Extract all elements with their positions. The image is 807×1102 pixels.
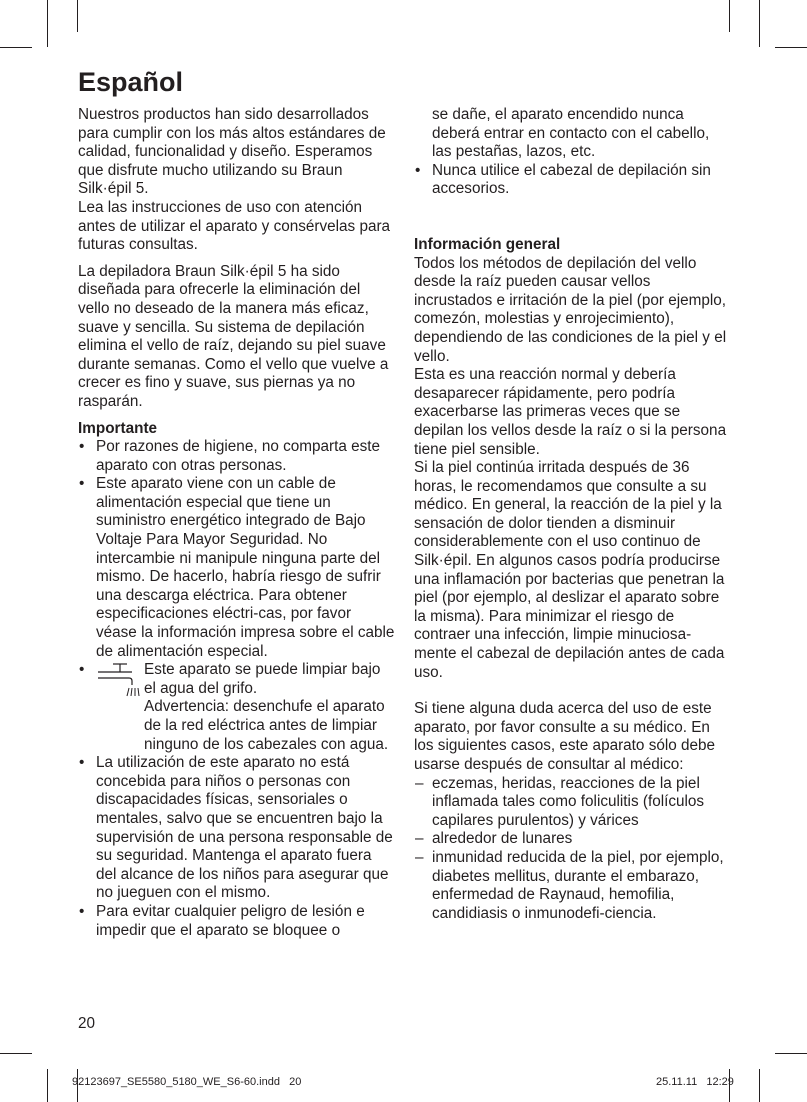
crop-mark — [775, 1053, 807, 1054]
water-tap-icon — [96, 661, 142, 701]
footer-filename: 92123697_SE5580_5180_WE_S6-60.indd 20 — [72, 1076, 302, 1088]
tap-text: Este aparato se puede limpiar bajo el agua del grifo. — [144, 661, 381, 697]
general-paragraph: Si la piel continúa irritada después de 36 horas, le recomendamos que consulte a su médico. En general, la reacción de la piel y la sensación de dolor tienden a disminuir considerablemente con el uso continuo de Silk·épil. En algunos casos podría producirse una inflamación por bacterias que penetran la piel (por ejemplo, al deslizar el aparato sobre la misma). Para minimizar el riesgo de contraer una infección, limpie minuciosa-mente el cabezal de depilación antes de cada uso. — [414, 459, 725, 681]
list-item: • Este aparato viene con un cable de alimentación especial que tiene un suministro energético integrado de Bajo Voltaje Para Mayor Seguridad. No intercambie ni manipule ninguna parte del mismo. De hacerlo, habría riesgo de sufrir una descarga eléctrica. Para obtener especificaciones eléctri-cas, por favor véase la información impresa sobre el cable de alimentación especial. — [78, 475, 396, 661]
list-item: • Para evitar cualquier peligro de lesión e impedir que el aparato se bloquee o — [78, 903, 396, 940]
crop-mark — [77, 0, 78, 32]
crop-mark — [729, 0, 730, 32]
important-list-continued — [414, 162, 732, 199]
conditions-list — [414, 775, 732, 924]
crop-mark — [47, 1069, 48, 1102]
crop-mark — [759, 0, 760, 47]
crop-mark — [775, 47, 807, 48]
page-number: 20 — [78, 1015, 96, 1032]
general-heading: Información general — [414, 235, 561, 253]
tap-warning: Advertencia: desenchufe el aparato de la red eléctrica antes de limpiar ninguno de los cabezales con agua. — [144, 698, 389, 753]
list-item: – inmunidad reducida de la piel, por ejemplo, diabetes mellitus, durante el embarazo, enfermedad de Raynaud, hemofilia, candidiasis o inmunodefi-ciencia. — [414, 849, 732, 923]
footer-timestamp: 25.11.11 12:29 — [656, 1076, 734, 1088]
crop-mark — [759, 1069, 760, 1102]
crop-mark — [0, 47, 32, 48]
intro-paragraph: La depiladora Braun Silk·épil 5 ha sido diseñada para ofrecerle la eliminación del vello no deseado de la manera más eficaz, suave y sencilla. Su sistema de depilación elimina el vello de raíz, dejando su piel suave durante semanas. Como el vello que vuelve a crecer es fino y suave, sus piernas ya no rasparán. — [78, 262, 389, 410]
list-item: • Por razones de higiene, no comparta este aparato con otras personas. — [78, 438, 396, 475]
tap-row — [96, 661, 396, 698]
general-paragraph: Si tiene alguna duda acerca del uso de este aparato, por favor consulte a su médico. En los siguientes casos, este aparato sólo debe usarse después de consultar al médico: — [414, 700, 716, 773]
important-list-continued — [414, 106, 732, 162]
general-paragraph: Todos los métodos de depilación del vello desde la raíz pueden causar vellos incrustados e irritación de la piel (por ejemplo, comezón, molestias y enrojecimiento), dependiendo de las condiciones de la piel y el vello. — [414, 254, 727, 365]
right-column — [414, 106, 732, 923]
list-item: • Nunca utilice el cabezal de depilación sin accesorios. — [414, 162, 732, 199]
general-paragraph: Esta es una reacción normal y debería desaparecer rápidamente, pero podría exacerbarse las primeras veces que se depilan los vellos desde la raíz o si la persona tiene piel sensible. — [414, 366, 727, 458]
list-item — [78, 661, 396, 754]
intro-paragraph: Lea las instrucciones de uso con atención antes de utilizar el aparato y consérvelas para futuras consultas. — [78, 198, 391, 254]
important-heading: Importante — [78, 419, 158, 437]
crop-mark — [47, 0, 48, 47]
list-item: – eczemas, heridas, reacciones de la piel inflamada tales como foliculitis (folículos capilares purulentos) y várices — [414, 775, 732, 831]
intro-paragraph: Nuestros productos han sido desarrollados para cumplir con los más altos estándares de calidad, funcionalidad y diseño. Esperamos que disfrute mucho utilizando su Braun Silk·épil 5. — [78, 106, 386, 198]
list-item: se dañe, el aparato encendido nunca deberá entrar en contacto con el cabello, las pestañas, lazos, etc. — [432, 106, 710, 161]
left-column — [78, 106, 396, 940]
page-title: Español — [78, 67, 184, 97]
important-list — [78, 438, 396, 940]
crop-mark — [0, 1053, 32, 1054]
list-item: • La utilización de este aparato no está concebida para niños o personas con discapacidades físicas, sensoriales o mentales, salvo que se encuentren bajo la supervisión de una persona responsable de su seguridad. Mantenga el aparato fuera del alcance de los niños para asegurar que no jueguen con el mismo. — [78, 754, 396, 903]
list-item: – alrededor de lunares — [414, 830, 732, 849]
